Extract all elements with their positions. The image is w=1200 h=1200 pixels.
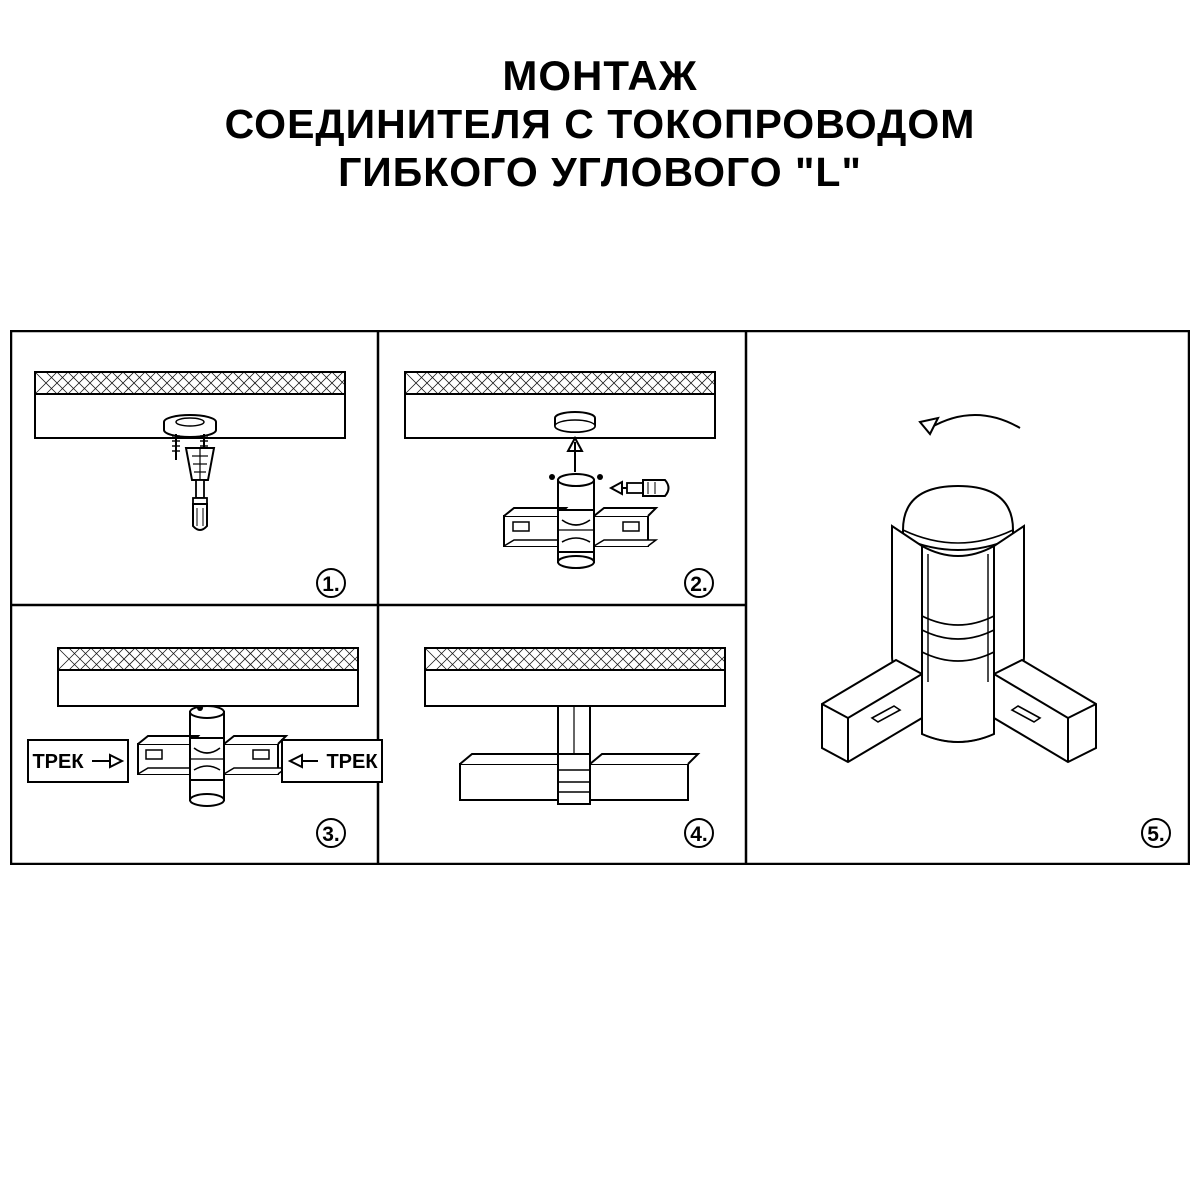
title-line-3: ГИБКОГО УГЛОВОГО "L"	[338, 149, 862, 195]
connector-dome-5	[903, 486, 1013, 550]
screwdriver-icon	[193, 480, 207, 530]
page-title	[0, 52, 1200, 196]
track-rail-right-3	[224, 736, 286, 774]
track-joined-left-4	[460, 754, 568, 800]
connector-base-plate-2	[555, 412, 595, 432]
step-number-1-label: 1.	[322, 573, 340, 596]
dowel-icon	[186, 448, 214, 480]
connector-collar-3	[190, 738, 224, 780]
step-number-3-label: 3.	[322, 823, 340, 846]
title-line-1: МОНТАЖ	[502, 52, 698, 99]
connector-collar-2	[558, 510, 594, 552]
ceiling-hatch-3	[58, 648, 358, 706]
screwdriver-icon-2	[611, 480, 669, 496]
step-number-4	[685, 819, 713, 847]
track-label-right-box	[282, 740, 382, 782]
track-rail-right-2	[594, 508, 656, 546]
step-number-1	[317, 569, 345, 597]
step-number-3	[317, 819, 345, 847]
track-joined-right-4	[590, 754, 698, 800]
ceiling-hatch-4	[425, 648, 725, 706]
step-number-5-label: 5.	[1147, 823, 1165, 846]
step-number-2	[685, 569, 713, 597]
track-rail-left-2	[504, 508, 566, 546]
track-label-left-box	[28, 740, 128, 782]
step-number-2-label: 2.	[690, 573, 708, 596]
installation-diagram	[10, 330, 1190, 865]
track-label-left: ТРЕК	[32, 751, 84, 773]
step-number-4-label: 4.	[690, 823, 708, 846]
title-line-2: СОЕДИНИТЕЛЯ С ТОКОПРОВОДОМ	[224, 101, 976, 147]
connector-base-plate-1	[164, 415, 216, 437]
track-label-right: ТРЕК	[326, 751, 378, 773]
step-number-5	[1142, 819, 1170, 847]
